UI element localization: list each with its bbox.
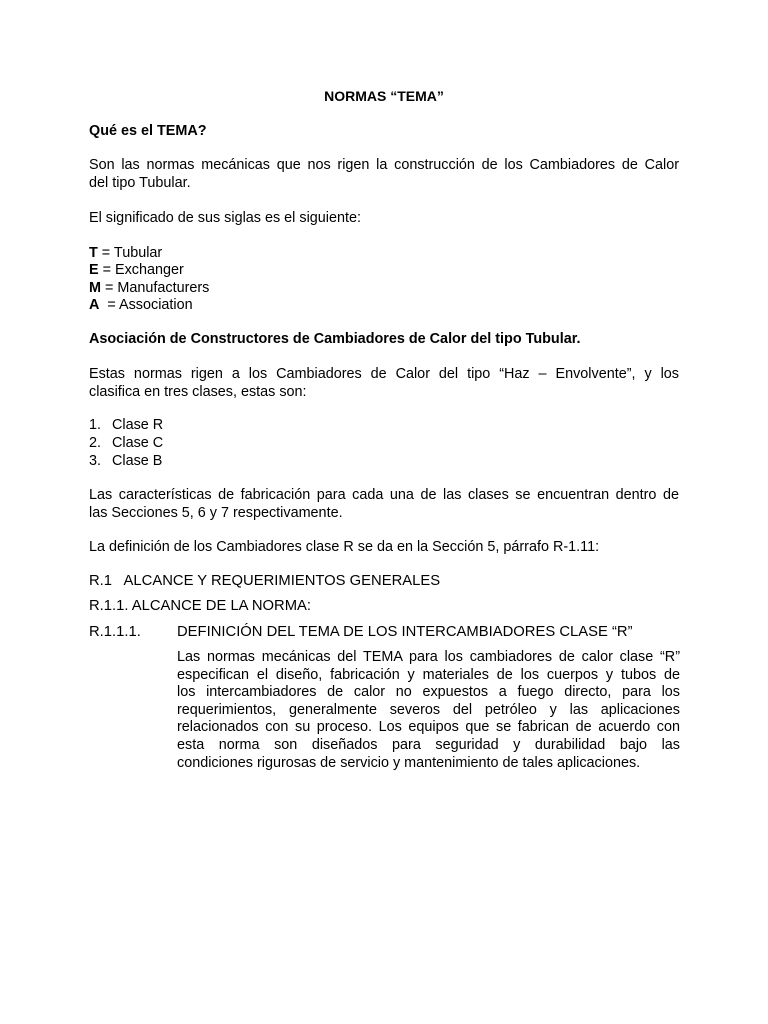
acronym-meaning: = Tubular [97, 245, 163, 261]
paragraph-line: Las normas mecánicas del TEMA para los cambiadores de calor clase “R” [177, 649, 680, 665]
acronym-meaning: = Exchanger [98, 262, 184, 279]
list-number: 1. [89, 417, 102, 433]
section-r1-heading: R.1 ALCANCE Y REQUERIMIENTOS GENERALES [89, 573, 441, 589]
acronym-item [89, 245, 209, 262]
classes-list [89, 417, 163, 471]
definition-paragraph [89, 157, 679, 192]
list-item [89, 435, 163, 453]
acronym-letter: M [89, 279, 101, 296]
definition-reference: La definición de los Cambiadores clase R se da en la Sección 5, párrafo R-1.11: [89, 539, 600, 555]
paragraph-line: los intercambiadores de calor no expuestos a fuego directo, para los [177, 684, 680, 701]
acronym-letter: T [89, 245, 98, 261]
document-title: NORMAS “TEMA” [324, 88, 444, 104]
acronym-item [89, 297, 209, 314]
question-heading: Qué es el TEMA? [89, 123, 207, 139]
section-title: DEFINICIÓN DEL TEMA DE LOS INTERCAMBIADORES CLASE “R” [177, 624, 633, 640]
association-heading: Asociación de Constructores de Cambiadores de Calor del tipo Tubular. [89, 331, 581, 347]
characteristics-paragraph [89, 487, 679, 522]
acronym-intro: El significado de sus siglas es el siguiente: [89, 210, 361, 226]
paragraph-line: del tipo Tubular. [89, 174, 191, 191]
class-r-definition-paragraph [177, 649, 680, 772]
acronym-meaning: = Association [99, 296, 193, 313]
list-item [89, 453, 163, 471]
list-label: Clase R [112, 417, 164, 433]
paragraph-line: esta norma son diseñados para seguridad y durabilidad bajo las [177, 736, 680, 753]
acronym-letter: E [89, 262, 99, 279]
acronym-meaning: = Manufacturers [101, 279, 210, 296]
paragraph-line: Son las normas mecánicas que nos rigen la construcción de los Cambiadores de Calor [89, 157, 679, 173]
paragraph-line: clasifica en tres clases, estas son: [89, 383, 307, 400]
paragraph-line: Estas normas rigen a los Cambiadores de Calor del tipo “Haz – Envolvente”, y los [89, 366, 679, 382]
paragraph-line: especifican el diseño, fabricación y materiales de los cuerpos y tubos de [177, 666, 680, 683]
list-label: Clase C [112, 435, 164, 451]
paragraph-line: condiciones rigurosas de servicio y mantenimiento de tales aplicaciones. [177, 754, 641, 771]
list-number: 2. [89, 435, 102, 451]
acronym-list [89, 245, 209, 314]
list-item [89, 417, 163, 435]
list-number: 3. [89, 453, 102, 469]
list-label: Clase B [112, 453, 163, 469]
paragraph-line: requerimientos, generalmente severos del petróleo y las aplicaciones [177, 701, 680, 718]
section-r111-heading [89, 624, 679, 642]
document-page [89, 88, 680, 771]
section-r11-heading: R.1.1. ALCANCE DE LA NORMA: [89, 598, 312, 614]
classification-paragraph [89, 366, 679, 401]
paragraph-line: Las características de fabricación para cada una de las clases se encuentran dentro de [89, 487, 679, 503]
paragraph-line: las Secciones 5, 6 y 7 respectivamente. [89, 504, 343, 521]
acronym-letter: A [89, 296, 100, 313]
acronym-item [89, 262, 209, 279]
paragraph-line: relacionados con su proceso. Los equipos que se fabrican de acuerdo con [177, 719, 680, 736]
acronym-item [89, 280, 209, 297]
section-code: R.1.1.1. [89, 624, 141, 640]
